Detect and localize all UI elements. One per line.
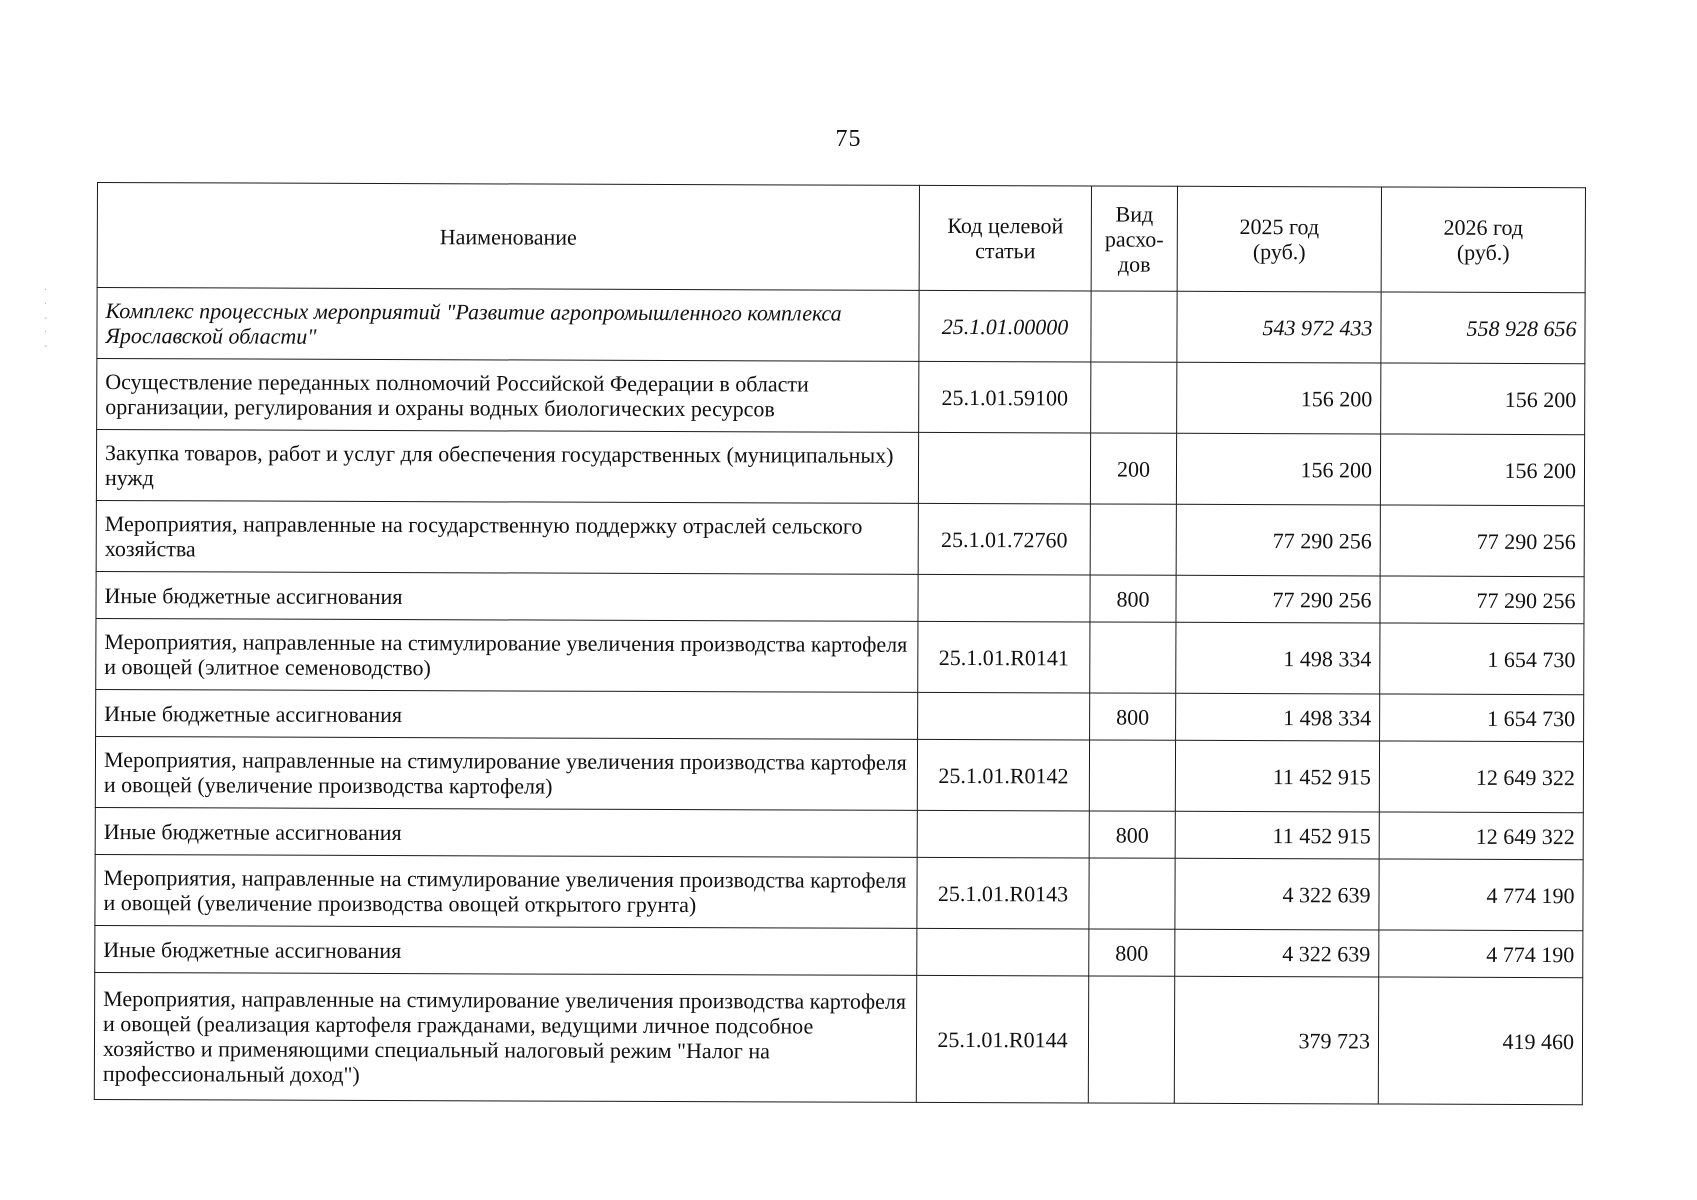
- row-2026: 4 774 190: [1379, 859, 1583, 931]
- header-kind-line1: Вид: [1115, 201, 1154, 227]
- row-kind: 200: [1090, 433, 1176, 504]
- row-name: Иные бюджетные ассигнования: [96, 571, 918, 621]
- row-kind: [1089, 740, 1175, 811]
- table-row: [96, 500, 1584, 576]
- row-kind: [1091, 362, 1177, 433]
- row-code: 25.1.01.R0141: [918, 621, 1090, 693]
- row-name: Мероприятия, направленные на государственную поддержку отраслей сельского хозяйства: [96, 500, 918, 574]
- row-code: 25.1.01.00000: [919, 290, 1091, 362]
- row-2026: 77 290 256: [1380, 576, 1584, 624]
- row-2025: 156 200: [1177, 362, 1381, 434]
- table-row: [96, 618, 1584, 694]
- row-kind: 800: [1089, 811, 1175, 858]
- row-2025: 1 498 334: [1176, 622, 1380, 694]
- row-code: 25.1.01.59100: [919, 361, 1091, 433]
- row-2025: 77 290 256: [1176, 575, 1380, 623]
- header-kind: [1091, 186, 1177, 291]
- row-2025: 4 322 639: [1175, 929, 1379, 977]
- budget-table: [94, 182, 1586, 1105]
- row-2026: 77 290 256: [1380, 505, 1584, 577]
- row-2026: 12 649 322: [1379, 812, 1583, 860]
- header-code-line1: Код целевой: [947, 212, 1064, 239]
- row-name: Комплекс процессных мероприятий "Развитие агропромышленного комплекса Ярославской области": [97, 288, 919, 362]
- row-code: [918, 692, 1090, 740]
- header-2026-line2: (руб.): [1456, 239, 1510, 265]
- row-name: Закупка товаров, работ и услуг для обеспечения государственных (муниципальных) нужд: [96, 430, 918, 504]
- header-2025-line1: 2025 год: [1239, 213, 1320, 240]
- table-row: [95, 925, 1583, 977]
- table-row: [96, 571, 1584, 623]
- row-kind: [1089, 858, 1175, 929]
- header-kind-line2: расхо-: [1104, 226, 1164, 252]
- table-row: [94, 972, 1582, 1104]
- header-2025: [1177, 186, 1381, 292]
- row-name: Иные бюджетные ассигнования: [95, 807, 917, 857]
- row-kind: 800: [1089, 929, 1175, 976]
- row-2026: 156 200: [1380, 434, 1584, 506]
- table-row: [97, 359, 1585, 435]
- row-2025: 11 452 915: [1175, 811, 1379, 859]
- row-code: 25.1.01.R0143: [917, 857, 1089, 929]
- table-row: [97, 288, 1585, 364]
- table-row: [95, 736, 1583, 812]
- row-2026: 1 654 730: [1380, 694, 1584, 742]
- row-code: [918, 574, 1090, 622]
- row-code: [917, 810, 1089, 858]
- budget-table-container: [94, 182, 1585, 1105]
- table-row: [96, 430, 1584, 506]
- header-2026: [1381, 187, 1585, 293]
- header-2026-line1: 2026 год: [1443, 214, 1524, 240]
- header-name-text: Наименование: [439, 223, 577, 250]
- row-kind: [1088, 976, 1174, 1103]
- row-kind: 800: [1090, 693, 1176, 740]
- row-2026: 558 928 656: [1381, 292, 1585, 364]
- row-name: Иные бюджетные ассигнования: [96, 689, 918, 739]
- table-row: [95, 854, 1583, 930]
- row-code: 25.1.01.72760: [918, 503, 1090, 575]
- row-2025: 1 498 334: [1176, 693, 1380, 741]
- row-2025: 156 200: [1176, 433, 1380, 505]
- row-kind: [1090, 504, 1176, 575]
- row-kind: [1090, 622, 1176, 693]
- row-code: 25.1.01.R0144: [916, 975, 1088, 1103]
- table-row: [95, 807, 1583, 859]
- header-2025-line2: (руб.): [1252, 239, 1306, 265]
- row-kind: [1091, 291, 1177, 362]
- table-header-row: [97, 183, 1585, 293]
- row-2026: 419 460: [1378, 977, 1582, 1105]
- header-code: [919, 185, 1091, 291]
- row-2026: 156 200: [1381, 363, 1585, 435]
- row-2025: 379 723: [1174, 976, 1378, 1104]
- row-2025: 77 290 256: [1176, 504, 1380, 576]
- row-name: Мероприятия, направленные на стимулирование увеличения производства картофеля и овощей (реализация картофеля гражданами, ведущими личное подсобное хозяйство и применяющими специальный налоговый режим "Налог на профессиональный доход"): [94, 972, 916, 1102]
- table-row: [96, 689, 1584, 741]
- page-number: 75: [835, 126, 862, 152]
- row-2026: 4 774 190: [1379, 930, 1583, 978]
- row-name: Иные бюджетные ассигнования: [95, 925, 917, 975]
- header-name: [97, 183, 919, 291]
- header-kind-line3: дов: [1117, 251, 1151, 277]
- row-code: 25.1.01.R0142: [917, 739, 1089, 811]
- row-name: Мероприятия, направленные на стимулирование увеличения производства картофеля и овощей (увеличение производства картофеля): [95, 736, 917, 810]
- row-kind: 800: [1090, 575, 1176, 622]
- scan-margin-marks: · · - · -: [44, 285, 48, 352]
- row-code: [917, 928, 1089, 976]
- row-2026: 12 649 322: [1379, 741, 1583, 813]
- row-name: Осуществление переданных полномочий Российской Федерации в области организации, регулирования и охраны водных биологических ресурсов: [97, 359, 919, 433]
- row-2025: 543 972 433: [1177, 291, 1381, 363]
- row-2025: 11 452 915: [1175, 740, 1379, 812]
- row-2026: 1 654 730: [1380, 623, 1584, 695]
- header-code-line2: статьи: [975, 238, 1036, 264]
- row-code: [918, 432, 1090, 504]
- row-name: Мероприятия, направленные на стимулирование увеличения производства картофеля и овощей (увеличение производства овощей открытого грунта): [95, 854, 917, 928]
- row-2025: 4 322 639: [1175, 858, 1379, 930]
- row-name: Мероприятия, направленные на стимулирование увеличения производства картофеля и овощей (элитное семеноводство): [96, 618, 918, 692]
